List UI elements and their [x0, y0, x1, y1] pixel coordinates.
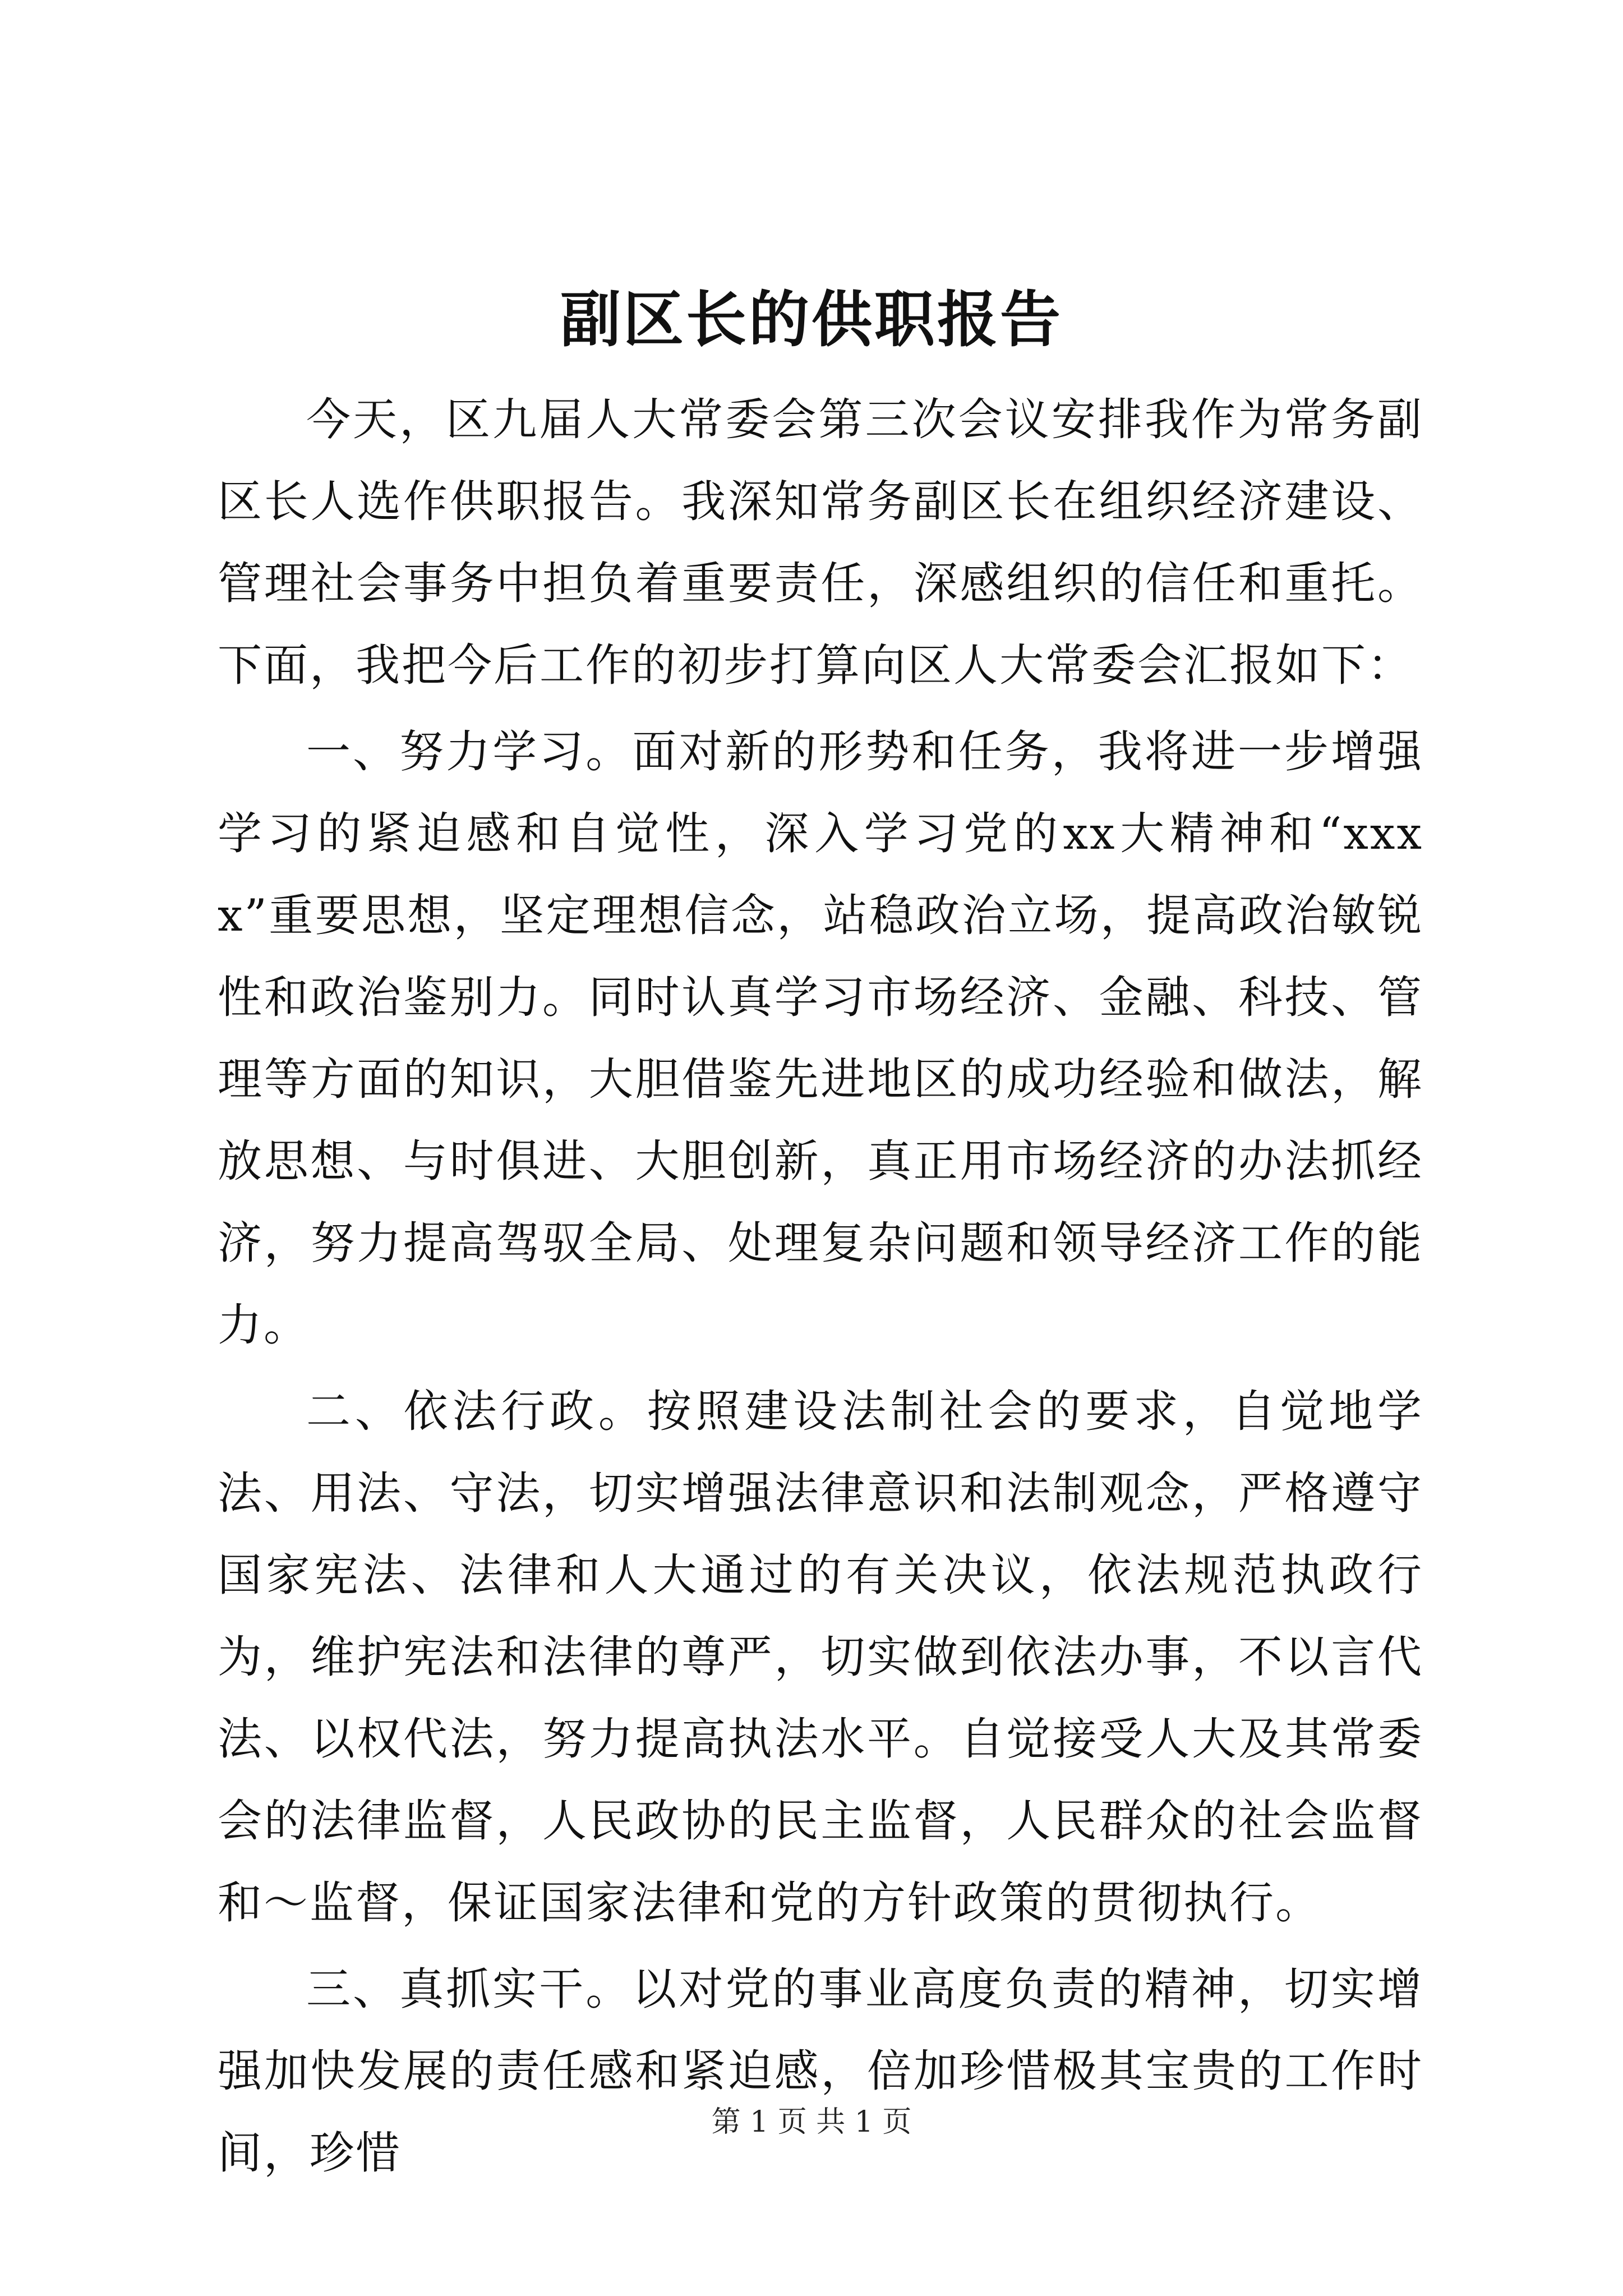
- paragraph-section-3: 三、真抓实干。以对党的事业高度负责的精神，切实增强加快发展的责任感和紧迫感，倍加珍惜极其宝贵的工作时间，珍惜: [218, 1963, 1423, 2179]
- paragraph-section-2: 二、依法行政。按照建设法制社会的要求，自觉地学法、用法、守法，切实增强法律意识和法制观念，严格遵守国家宪法、法律和人大通过的有关决议，依法规范执政行为，维护宪法和法律的尊严，切实做到依法办事，不以言代法、以权代法，努力提高执法水平。自觉接受人大及其常委会的法律监督，人民政协的民主监督，人民群众的社会监督和～监督，保证国家法律和党的方针政策的贯彻执行。: [218, 1386, 1423, 1929]
- paragraph-intro: 今天，区九届人大常委会第三次会议安排我作为常务副区长人选作供职报告。我深知常务副区长在组织经济建设、管理社会事务中担负着重要责任，深感组织的信任和重托。下面，我把今后工作的初步打算向区人大常委会汇报如下：: [218, 394, 1423, 691]
- page-footer: 第 1 页 共 1 页: [711, 2105, 912, 2139]
- document-title: 副区长的供职报告: [560, 284, 1063, 355]
- document-body: [218, 379, 1423, 2194]
- paragraph-section-1: 一、努力学习。面对新的形势和任务，我将进一步增强学习的紧迫感和自觉性，深入学习党的xx大精神和“xxxx”重要思想，坚定理想信念，站稳政治立场，提高政治敏锐性和政治鉴别力。同时认真学习市场经济、金融、科技、管理等方面的知识，大胆借鉴先进地区的成功经验和做法，解放思想、与时俱进、大胆创新，真正用市场经济的办法抓经济，努力提高驾驭全局、处理复杂问题和领导经济工作的能力。: [218, 726, 1423, 1351]
